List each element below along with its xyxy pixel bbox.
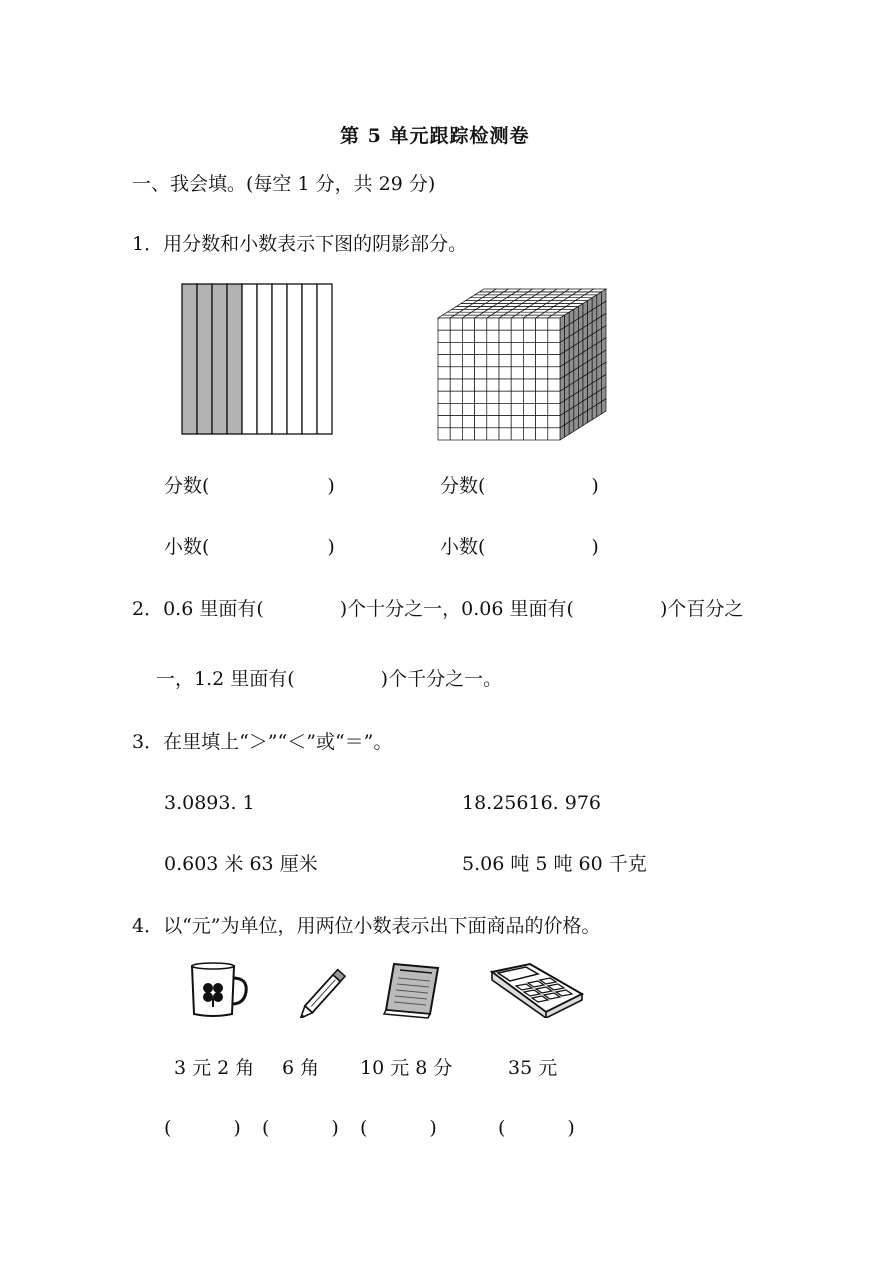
- q1-left-fraction-answer: 分数( ): [164, 475, 335, 497]
- cube-front-cell: [487, 416, 499, 428]
- cube-front-cell: [511, 330, 523, 342]
- cube-front-cell: [450, 318, 462, 330]
- cube-front-cell: [462, 391, 474, 403]
- notebook-icon: [380, 960, 446, 1020]
- cube-front-cell: [475, 355, 487, 367]
- cube-front-cell: [523, 330, 535, 342]
- page-title: 第 5 单元跟踪检测卷: [340, 125, 530, 147]
- q4-price-pencil: 6 角: [282, 1057, 320, 1079]
- q3-item-2: 18.25616. 976: [462, 792, 602, 814]
- mug-icon: [188, 962, 252, 1020]
- q4-price-notebook: 10 元 8 分: [360, 1057, 453, 1079]
- cube-front-cell: [487, 355, 499, 367]
- cube-front-cell: [511, 367, 523, 379]
- cube-front-cell: [438, 428, 450, 440]
- strip-column: [242, 284, 257, 434]
- cube-front-cell: [438, 318, 450, 330]
- cube-front-cell: [438, 391, 450, 403]
- cube-front-cell: [475, 428, 487, 440]
- cube-front-cell: [548, 330, 560, 342]
- strip-shaded-column: [212, 284, 227, 434]
- cube-front-cell: [462, 379, 474, 391]
- cube-front-cell: [462, 355, 474, 367]
- cube-front-cell: [523, 342, 535, 354]
- cube-front-cell: [511, 318, 523, 330]
- q1-right-decimal-answer: 小数( ): [440, 536, 599, 558]
- cube-front-cell: [438, 416, 450, 428]
- q1-left-decimal-answer: 小数( ): [164, 536, 335, 558]
- question-1: 1．用分数和小数表示下图的阴影部分。: [132, 233, 468, 255]
- strip-column: [302, 284, 317, 434]
- cube-front-cell: [487, 330, 499, 342]
- cube-front-cell: [499, 330, 511, 342]
- cube-front-cell: [438, 355, 450, 367]
- strip-column: [287, 284, 302, 434]
- cube-front-cell: [499, 379, 511, 391]
- cube-front-cell: [487, 318, 499, 330]
- cube-front-cell: [523, 428, 535, 440]
- cube-front-cell: [499, 416, 511, 428]
- q3-item-1: 3.0893. 1: [164, 792, 255, 814]
- cube-front-cell: [523, 391, 535, 403]
- cube-front-cell: [462, 416, 474, 428]
- cube-front-cell: [462, 428, 474, 440]
- cube-front-cell: [536, 416, 548, 428]
- q4-price-calculator: 35 元: [508, 1057, 558, 1079]
- cube-front-cell: [548, 416, 560, 428]
- cube-front-cell: [487, 367, 499, 379]
- cube-front-cell: [536, 330, 548, 342]
- cube-front-cell: [499, 391, 511, 403]
- cube-front-cell: [462, 403, 474, 415]
- cube-front-cell: [438, 330, 450, 342]
- strip-shaded-column: [227, 284, 242, 434]
- cube-front-cell: [548, 355, 560, 367]
- question-3: 3．在里填上“＞”“＜”或“＝”。: [132, 731, 393, 753]
- cube-front-cell: [462, 318, 474, 330]
- cube-front-cell: [475, 330, 487, 342]
- cube-front-cell: [548, 342, 560, 354]
- cube-front-cell: [536, 367, 548, 379]
- cube-front-cell: [536, 391, 548, 403]
- q1-right-fraction-answer: 分数( ): [440, 475, 599, 497]
- cube-side-cell: [583, 410, 588, 425]
- strip-column: [257, 284, 272, 434]
- cube-front-cell: [462, 342, 474, 354]
- section-heading: 一、我会填。(每空 1 分，共 29 分): [132, 173, 436, 195]
- cube-front-cell: [450, 403, 462, 415]
- q3-item-3: 0.603 米 63 厘米: [164, 853, 318, 875]
- q4-answer-mug: ( ): [164, 1117, 241, 1139]
- cube-front-cell: [536, 428, 548, 440]
- cube-front-cell: [475, 318, 487, 330]
- cube-side-cell: [601, 399, 606, 414]
- cube-front-cell: [499, 318, 511, 330]
- question-4: 4．以“元”为单位，用两位小数表示出下面商品的价格。: [132, 915, 601, 937]
- cube-front-cell: [499, 403, 511, 415]
- q4-answer-notebook: ( ): [360, 1117, 437, 1139]
- cube-front-cell: [548, 318, 560, 330]
- cube-front-cell: [523, 379, 535, 391]
- cube-front-cell: [462, 330, 474, 342]
- q4-price-mug: 3 元 2 角: [174, 1057, 255, 1079]
- cube-front-cell: [487, 342, 499, 354]
- cube-side-cell: [574, 416, 579, 431]
- cube-front-cell: [487, 428, 499, 440]
- cube-front-cell: [475, 391, 487, 403]
- cube-front-cell: [523, 318, 535, 330]
- cube-front-cell: [511, 355, 523, 367]
- cube-front-cell: [487, 391, 499, 403]
- strip-column: [317, 284, 332, 434]
- cube-front-cell: [475, 379, 487, 391]
- cube-front-cell: [523, 403, 535, 415]
- cube-front-cell: [523, 355, 535, 367]
- cube-front-cell: [536, 379, 548, 391]
- q4-answer-calculator: ( ): [498, 1117, 575, 1139]
- cube-front-cell: [487, 379, 499, 391]
- cube-side-cell: [560, 425, 565, 440]
- cube-side-cell: [569, 419, 574, 434]
- cube-front-cell: [450, 379, 462, 391]
- cube-front-cell: [499, 367, 511, 379]
- cube-front-cell: [523, 367, 535, 379]
- cube-side-cell: [592, 405, 597, 420]
- cube-front-cell: [450, 342, 462, 354]
- cube-front-cell: [523, 416, 535, 428]
- cube-front-cell: [511, 403, 523, 415]
- cube-front-cell: [438, 403, 450, 415]
- strip-shaded-column: [197, 284, 212, 434]
- cube-front-cell: [450, 330, 462, 342]
- cube-front-cell: [450, 416, 462, 428]
- cube-front-cell: [438, 367, 450, 379]
- cube-front-cell: [511, 416, 523, 428]
- cube-front-cell: [536, 342, 548, 354]
- calculator-icon: [488, 962, 588, 1018]
- cube-front-cell: [450, 391, 462, 403]
- cube-front-cell: [462, 367, 474, 379]
- q4-answer-pencil: ( ): [262, 1117, 339, 1139]
- cube-front-cell: [450, 355, 462, 367]
- cube-front-cell: [548, 367, 560, 379]
- cube-front-cell: [548, 379, 560, 391]
- cube-front-cell: [450, 367, 462, 379]
- cube-front-cell: [438, 379, 450, 391]
- cube-front-cell: [511, 379, 523, 391]
- cube-front-cell: [475, 342, 487, 354]
- cube-front-cell: [536, 403, 548, 415]
- cube-side-cell: [597, 402, 602, 417]
- cube-front-cell: [511, 342, 523, 354]
- q3-item-4: 5.06 吨 5 吨 60 千克: [462, 853, 647, 875]
- question-2-line-2: 一，1.2 里面有( )个千分之一。: [156, 668, 503, 690]
- cube-front-cell: [548, 428, 560, 440]
- cube-front-cell: [536, 355, 548, 367]
- cube-front-cell: [499, 428, 511, 440]
- cube-front-cell: [450, 428, 462, 440]
- cube-front-cell: [548, 391, 560, 403]
- strip-column: [272, 284, 287, 434]
- cube-front-cell: [475, 416, 487, 428]
- cube-front-cell: [487, 403, 499, 415]
- cube-front-cell: [475, 403, 487, 415]
- cube-front-cell: [536, 318, 548, 330]
- cube-front-cell: [548, 403, 560, 415]
- cube-front-cell: [499, 355, 511, 367]
- cube-side-cell: [578, 413, 583, 428]
- question-2-line-1: 2．0.6 里面有( )个十分之一，0.06 里面有( )个百分之: [132, 598, 744, 620]
- strip-shaded-column: [182, 284, 197, 434]
- cube-front-cell: [475, 367, 487, 379]
- tenths-strip-figure: [178, 280, 338, 440]
- cube-front-cell: [438, 342, 450, 354]
- cube-front-cell: [499, 342, 511, 354]
- cube-front-cell: [511, 428, 523, 440]
- cube-side-cell: [565, 422, 570, 437]
- cube-side-cell: [588, 408, 593, 423]
- cube-front-cell: [511, 391, 523, 403]
- thousand-cube-figure: [434, 286, 614, 441]
- pencil-icon: [296, 962, 356, 1018]
